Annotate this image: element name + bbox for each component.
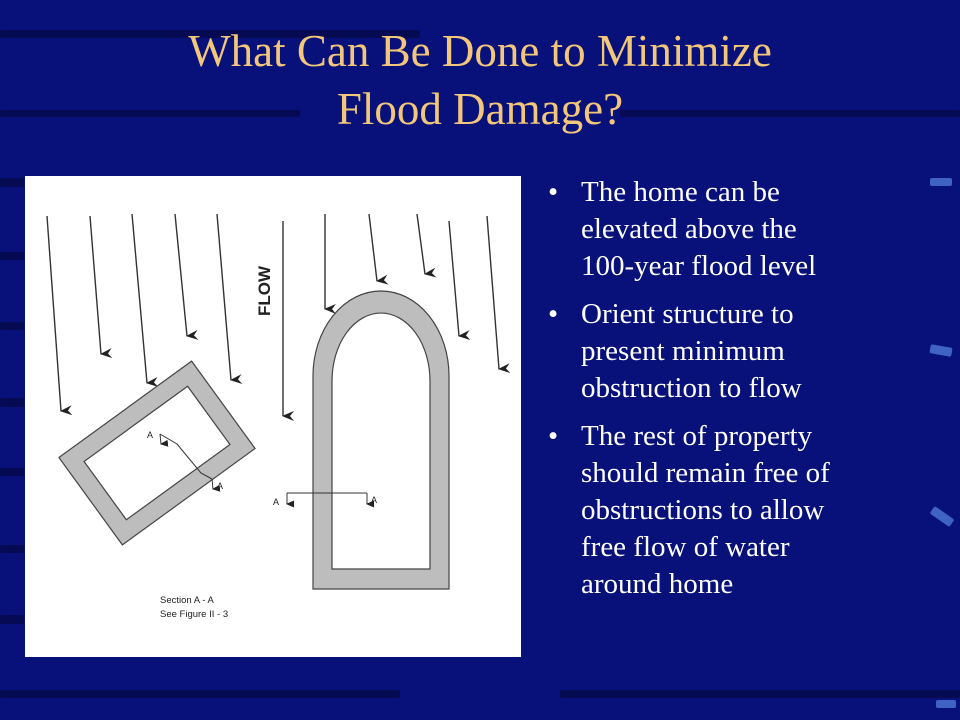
background-stripe	[0, 398, 24, 407]
rotated-structure	[59, 361, 255, 545]
section-marker: A	[217, 481, 224, 491]
background-stripe	[0, 252, 24, 260]
flow-arrow	[487, 216, 499, 369]
bullet-line: The rest of property	[581, 420, 813, 452]
section-marker: A	[147, 430, 154, 440]
flow-arrow	[449, 221, 459, 336]
flood-orientation-figure	[25, 176, 521, 657]
bullet-line: present minimum	[581, 335, 785, 367]
bullet-marker: •	[548, 420, 559, 452]
arch-structure	[313, 291, 449, 589]
bullet-marker: •	[548, 176, 559, 208]
title-line: Flood Damage?	[336, 84, 624, 134]
bullet-line: elevated above the	[581, 213, 797, 245]
background-stripe	[0, 545, 24, 553]
background-stripe	[560, 690, 960, 698]
background-accent	[936, 700, 956, 708]
bullet-list	[548, 174, 958, 614]
flow-arrow	[369, 214, 377, 281]
bullet-line: The home can be	[581, 176, 780, 208]
background-stripe	[0, 468, 24, 476]
flow-arrow	[175, 214, 187, 336]
figure-caption: See Figure II - 3	[160, 609, 229, 620]
bullet-line: 100-year flood level	[581, 250, 817, 282]
background-stripe	[0, 690, 400, 698]
bullet-line: obstruction to flow	[581, 372, 802, 404]
figure-caption: Section A - A	[160, 595, 214, 606]
background-stripe	[0, 322, 24, 330]
bullet-item	[548, 174, 958, 285]
section-marker: A	[371, 495, 378, 505]
bullet-item	[548, 296, 958, 407]
flow-arrow	[217, 214, 231, 380]
bullet-line: should remain free of	[581, 457, 830, 489]
title-line: What Can Be Done to Minimize	[188, 26, 772, 76]
orientation-diagram	[25, 176, 521, 657]
bullet-line: free flow of water	[581, 531, 790, 563]
background-stripe	[0, 615, 24, 624]
bullet-line: Orient structure to	[581, 298, 794, 330]
flow-label: FLOW	[255, 265, 274, 316]
flow-arrow	[132, 214, 147, 383]
flow-arrow	[47, 216, 61, 411]
bullet-marker: •	[548, 298, 559, 330]
section-marker: A	[273, 497, 280, 507]
bullet-line: around home	[581, 568, 734, 600]
bullet-item	[548, 418, 958, 603]
bullet-line: obstructions to allow	[581, 494, 825, 526]
flow-arrow	[90, 216, 101, 354]
slide-title	[40, 22, 920, 138]
background-stripe	[0, 178, 24, 187]
flow-arrow	[417, 214, 425, 274]
